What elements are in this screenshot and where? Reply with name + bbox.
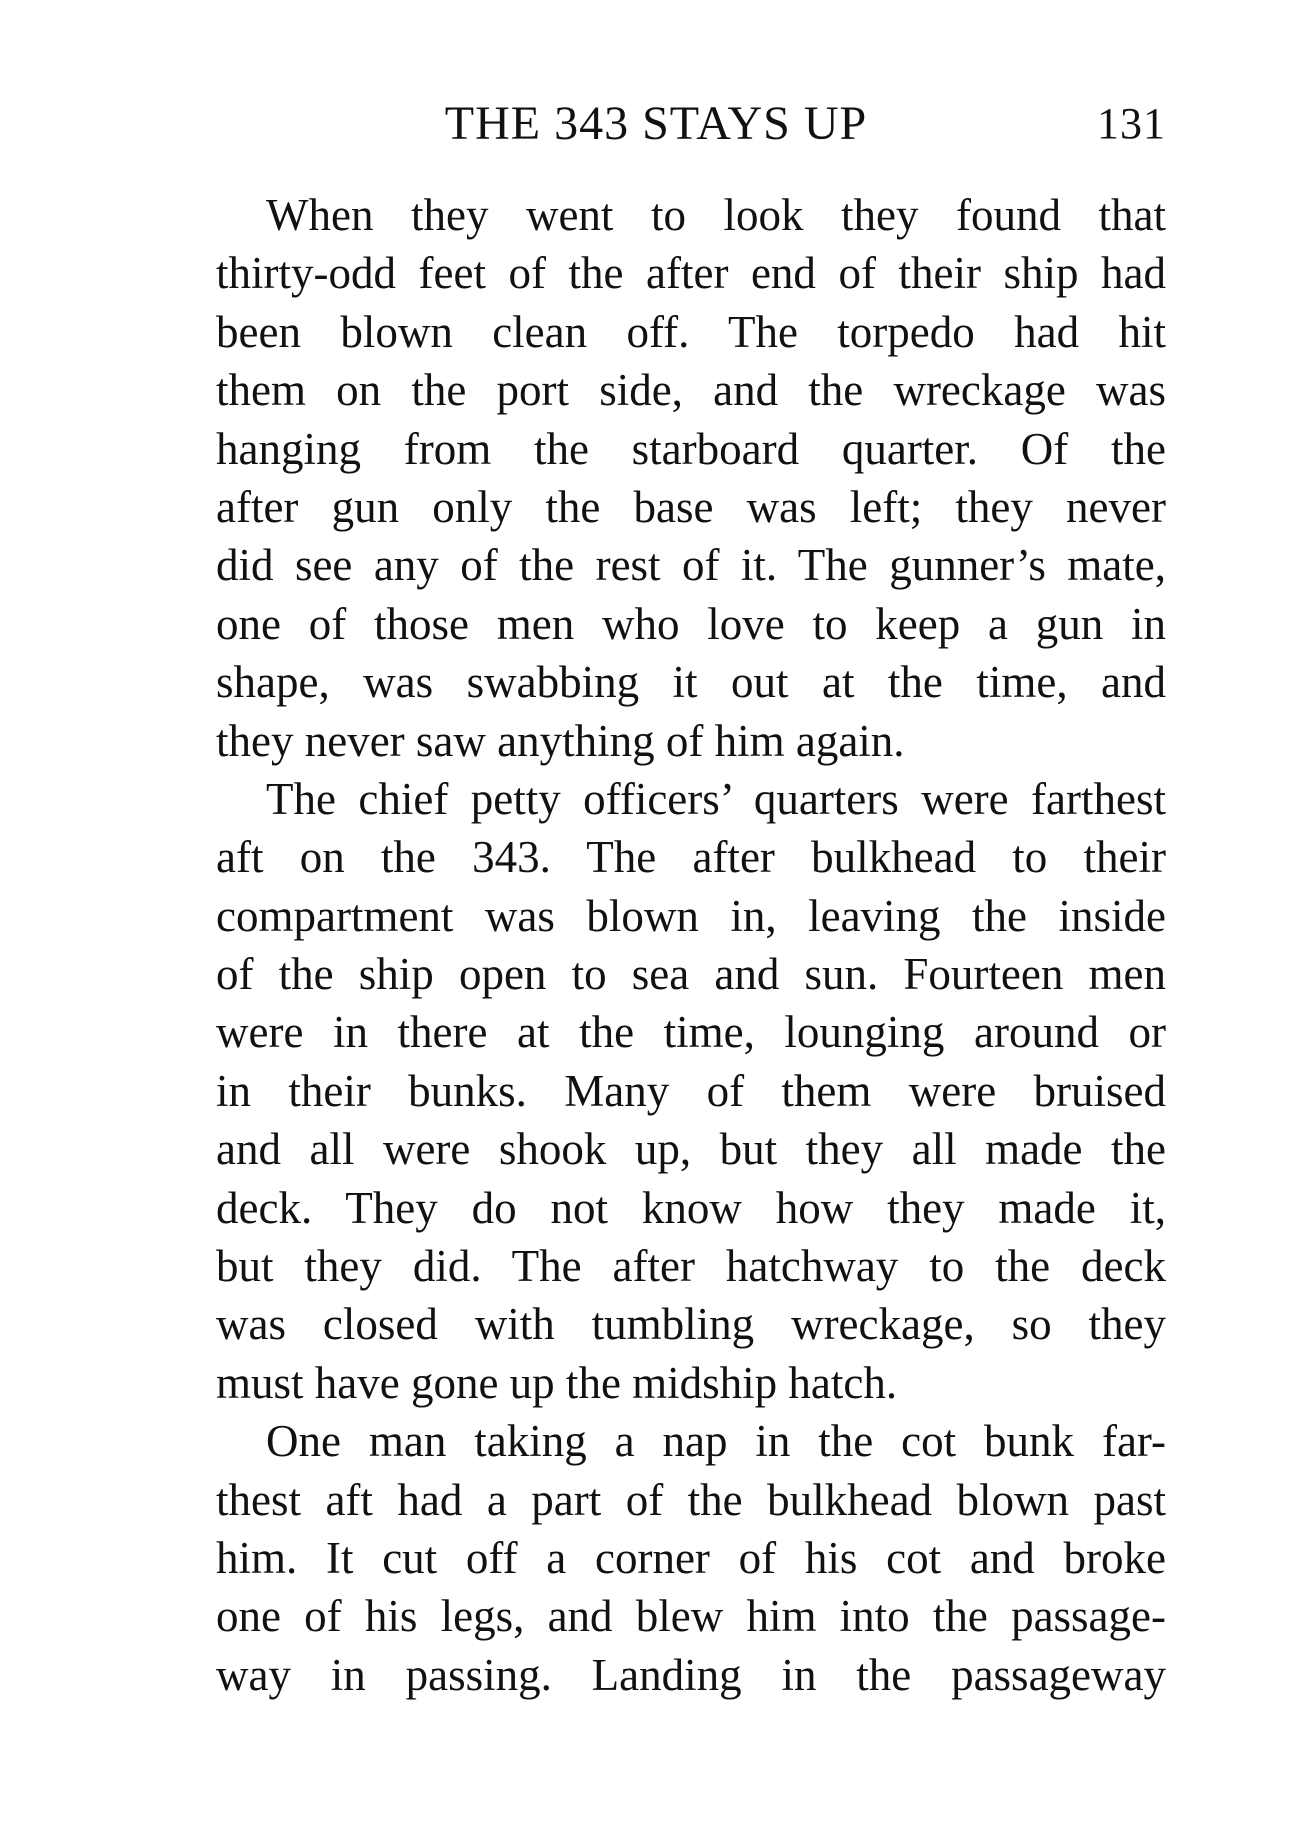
paragraph-1 (216, 186, 1166, 770)
running-title: THE 343 STAYS UP (444, 97, 868, 150)
text-line: must have gone up the midship hatch. (216, 1357, 898, 1408)
text-line: been blown clean off. The torpedo had hit (216, 306, 1166, 357)
paragraph-2 (216, 770, 1166, 1412)
text-line: deck. They do not know how they made it, (216, 1182, 1166, 1233)
text-line: compartment was blown in, leaving the inside (216, 890, 1166, 941)
text-line: did see any of the rest of it. The gunner’s mate, (216, 540, 1166, 591)
text-line: One man taking a nap in the cot bunk far- (266, 1416, 1166, 1467)
text-line: thest aft had a part of the bulkhead blown past (216, 1474, 1166, 1525)
body-text (216, 186, 1166, 1704)
text-line: of the ship open to sea and sun. Fourteen men (216, 949, 1166, 1000)
text-line: shape, was swabbing it out at the time, and (216, 657, 1166, 708)
text-line: in their bunks. Many of them were bruised (216, 1065, 1166, 1116)
text-line: hanging from the starboard quarter. Of the (216, 423, 1166, 474)
text-line: him. It cut off a corner of his cot and broke (216, 1532, 1166, 1583)
text-line: thirty-odd feet of the after end of their ship had (216, 248, 1166, 299)
text-line: When they went to look they found that (266, 190, 1166, 240)
text-line: after gun only the base was left; they never (216, 481, 1166, 532)
text-line: aft on the 343. The after bulkhead to their (216, 832, 1166, 883)
text-line: was closed with tumbling wreckage, so they (216, 1299, 1166, 1350)
text-line: way in passing. Landing in the passageway (216, 1649, 1166, 1700)
text-line: were in there at the time, lounging around or (216, 1007, 1166, 1058)
text-line: The chief petty officers’ quarters were farthest (266, 773, 1166, 824)
text-line: one of those men who love to keep a gun in (216, 598, 1166, 649)
running-head (216, 96, 1166, 156)
text-line: one of his legs, and blew him into the passage- (216, 1591, 1166, 1642)
text-line: but they did. The after hatchway to the deck (216, 1241, 1166, 1292)
text-line: and all were shook up, but they all made the (216, 1124, 1166, 1175)
page-number: 131 (1097, 99, 1166, 148)
text-line: them on the port side, and the wreckage was (216, 365, 1166, 416)
text-line: they never saw anything of him again. (216, 715, 905, 766)
paragraph-3 (216, 1412, 1166, 1704)
